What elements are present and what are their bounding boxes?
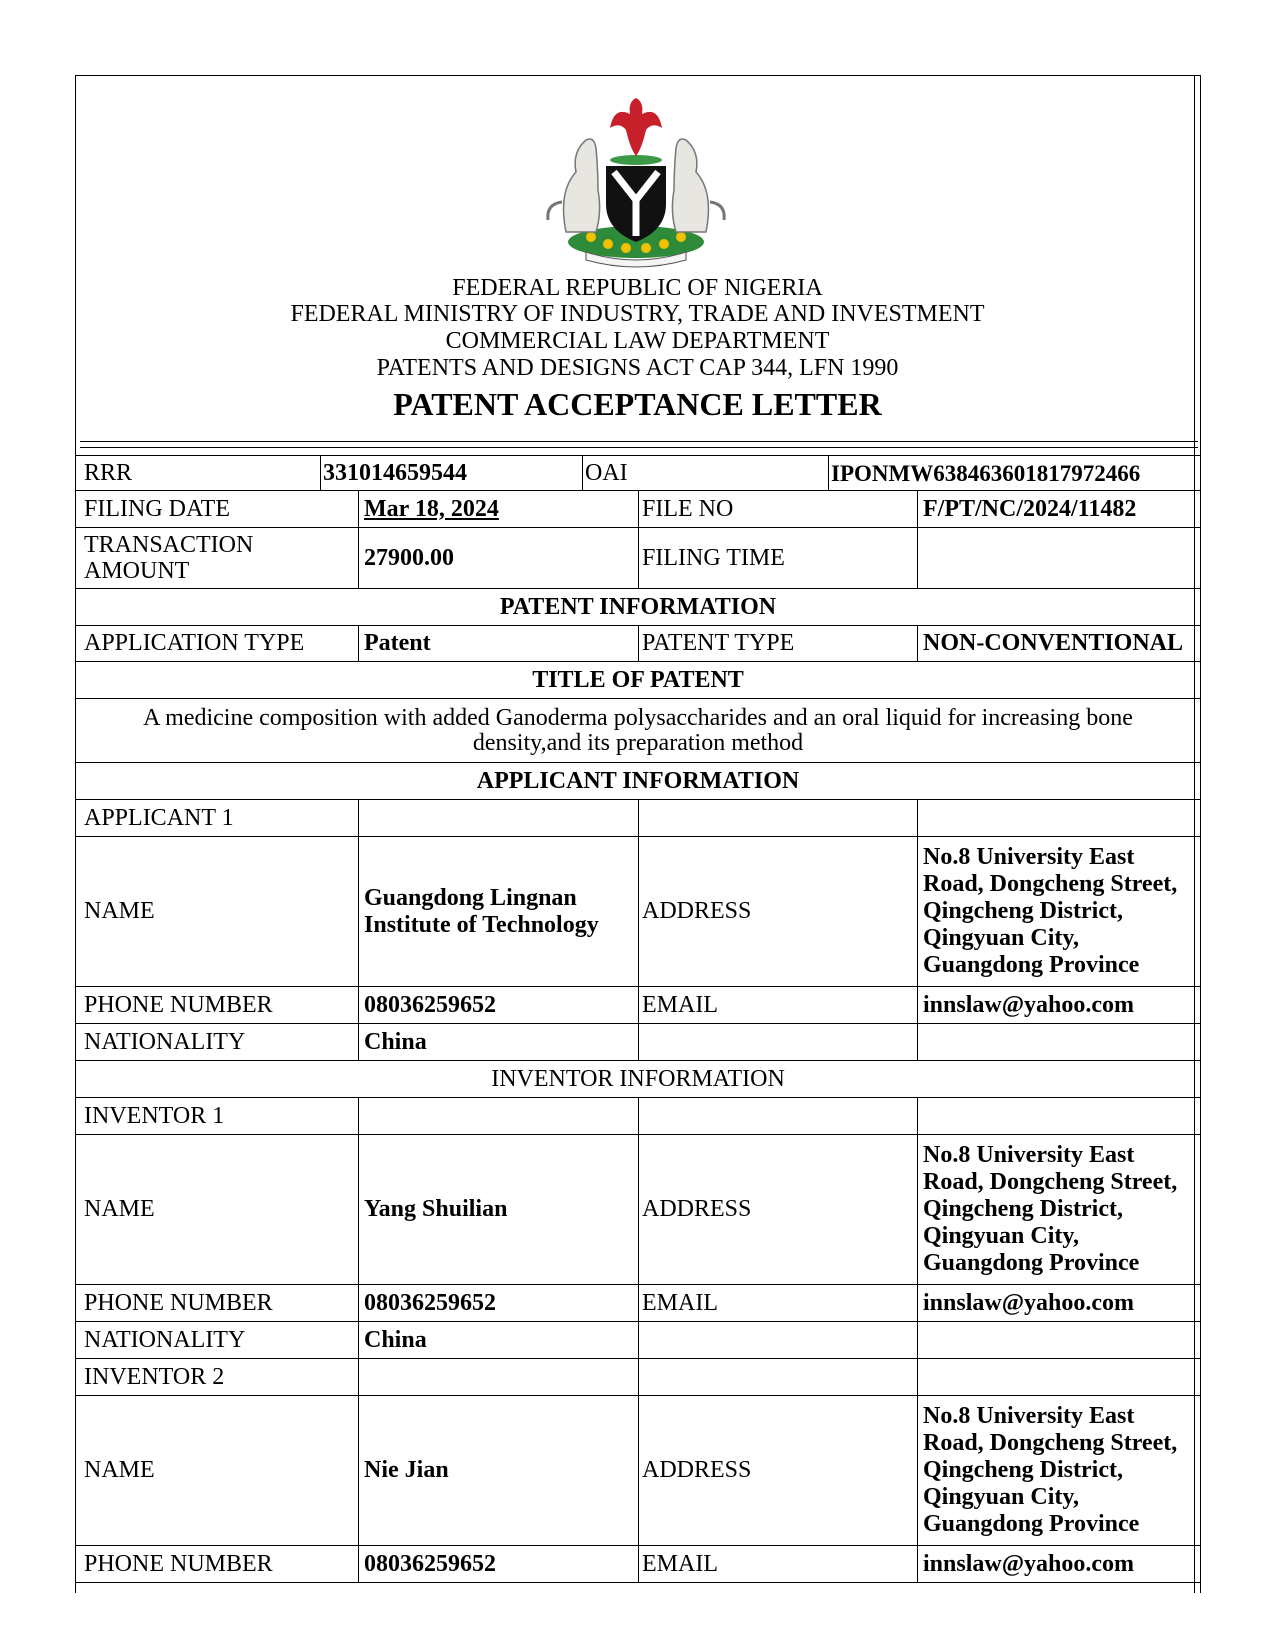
inventor-1-phone-value: 08036259652 — [359, 1285, 639, 1322]
inventor-2-phone-label: PHONE NUMBER — [76, 1546, 359, 1583]
application-type-label: APPLICATION TYPE — [76, 626, 359, 662]
inventor-2-name-value: Nie Jian — [359, 1396, 639, 1546]
inventor-1-address-value: No.8 University East Road, Dongcheng Street, Qingcheng District, Qingyuan City, Guangdong Province — [918, 1135, 1201, 1285]
applicant-email-label: EMAIL — [639, 987, 918, 1024]
filing-time-label: FILING TIME — [639, 528, 918, 589]
double-rule — [80, 441, 1198, 448]
oai-value: IPONMW638463601817972466 — [829, 456, 1201, 491]
title-of-patent-heading: TITLE OF PATENT — [76, 662, 1201, 699]
inventor-2-email-label: EMAIL — [639, 1546, 918, 1583]
inventor-1-nationality-label: NATIONALITY — [76, 1322, 359, 1359]
inventor-2-email-value: innslaw@yahoo.com — [918, 1546, 1201, 1583]
inventor-2-name-label: NAME — [76, 1396, 359, 1546]
patent-type-label: PATENT TYPE — [639, 626, 918, 662]
rrr-label: RRR — [76, 456, 321, 491]
patent-title-text: A medicine composition with added Ganoderma polysaccharides and an oral liquid for increasing bone density,and its preparation method — [76, 699, 1201, 763]
inventor-1-nationality-value: China — [359, 1322, 639, 1359]
inventor-1-name-value: Yang Shuilian — [359, 1135, 639, 1285]
patent-type-value: NON-CONVENTIONAL — [918, 626, 1201, 662]
inventor-info-heading: INVENTOR INFORMATION — [76, 1061, 1201, 1098]
page-title: PATENT ACCEPTANCE LETTER — [393, 386, 882, 422]
inventor-2-label: INVENTOR 2 — [76, 1359, 359, 1396]
payment-table — [75, 455, 1201, 491]
inventor-1-label: INVENTOR 1 — [76, 1098, 359, 1135]
patent-info-heading: PATENT INFORMATION — [76, 589, 1201, 626]
file-no-label: FILE NO — [639, 491, 918, 528]
header-line-1: FEDERAL REPUBLIC OF NIGERIA — [452, 275, 823, 301]
applicant-email-value: innslaw@yahoo.com — [918, 987, 1201, 1024]
inventor-2-phone-value: 08036259652 — [359, 1546, 639, 1583]
applicant-nationality-label: NATIONALITY — [76, 1024, 359, 1061]
inventor-1-name-label: NAME — [76, 1135, 359, 1285]
application-type-value: Patent — [359, 626, 639, 662]
header-line-2: FEDERAL MINISTRY OF INDUSTRY, TRADE AND INVESTMENT — [290, 301, 985, 327]
filing-time-value — [918, 528, 1201, 589]
applicant-1-label: APPLICANT 1 — [76, 800, 359, 837]
applicant-nationality-value: China — [359, 1024, 639, 1061]
transaction-amount-value: 27900.00 — [359, 528, 639, 589]
applicant-name-value: Guangdong Lingnan Institute of Technology — [359, 837, 639, 987]
transaction-amount-label: TRANSACTION AMOUNT — [76, 528, 359, 589]
filing-date-value: Mar 18, 2024 — [359, 491, 639, 528]
rrr-value: 331014659544 — [321, 456, 583, 491]
applicant-info-heading: APPLICANT INFORMATION — [76, 763, 1201, 800]
inventor-2-address-value: No.8 University East Road, Dongcheng Street, Qingcheng District, Qingyuan City, Guangdong Province — [918, 1396, 1201, 1546]
inventor-1-email-label: EMAIL — [639, 1285, 918, 1322]
inventor-1-address-label: ADDRESS — [639, 1135, 918, 1285]
filing-date-label: FILING DATE — [76, 491, 359, 528]
filing-table — [75, 490, 1201, 1583]
applicant-phone-value: 08036259652 — [359, 987, 639, 1024]
applicant-address-label: ADDRESS — [639, 837, 918, 987]
header-line-3: COMMERCIAL LAW DEPARTMENT — [445, 328, 830, 354]
nigeria-coat-of-arms-icon — [536, 92, 736, 270]
applicant-phone-label: PHONE NUMBER — [76, 987, 359, 1024]
file-no-value: F/PT/NC/2024/11482 — [918, 491, 1201, 528]
oai-label: OAI — [583, 456, 829, 491]
inventor-1-phone-label: PHONE NUMBER — [76, 1285, 359, 1322]
applicant-address-value: No.8 University East Road, Dongcheng Street, Qingcheng District, Qingyuan City, Guangdong Province — [918, 837, 1201, 987]
applicant-name-label: NAME — [76, 837, 359, 987]
header-line-4: PATENTS AND DESIGNS ACT CAP 344, LFN 1990 — [376, 355, 899, 381]
inventor-2-address-label: ADDRESS — [639, 1396, 918, 1546]
inventor-1-email-value: innslaw@yahoo.com — [918, 1285, 1201, 1322]
